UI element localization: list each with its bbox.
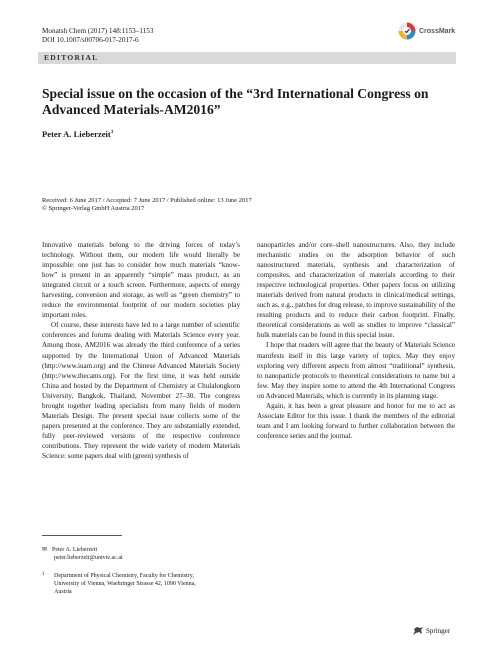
body-paragraph: Again, it has been a great pleasure and honor for me to act as Associate Editor for this issue. I thank the members of the editorial team and I am looking forward to further collaboration between the conference series and the journal.	[257, 401, 455, 440]
publisher-label: Springer	[426, 627, 451, 635]
affiliation-line: Department of Physical Chemistry, Faculty for Chemistry,	[54, 573, 194, 579]
body-paragraph: I hope that readers will agree that the beauty of Materials Science manifests itself in this large variety of topics. May they enjoy exploring very different aspects from almost “traditional” synthesis, to nanoparticle protocols to theoretical considerations to name but a few. May they inspire some to attend the 4th International Congress on Advanced Materials, which is currently in its planning stage.	[257, 341, 455, 400]
body-paragraph: Innovative materials belong to the driving forces of today’s technology. Without them, our modern life would literally be impossible: one just has to consider how much materials “know-how” is present in an apparently “simple” mass product, as an integrated circuit or a touch screen. Furthermore, aspects of energy harvesting, conversion and storage, as well as “green chemistry” to reduce the environmental footprint of our modern societies play important roles.	[42, 241, 240, 320]
section-label: EDITORIAL	[44, 53, 99, 62]
doi-line: DOI 10.1007/s00706-017-2017-6	[42, 36, 139, 44]
paragraph-text: ). For the first time, it was held outside China and hosted by the Department of Chemistry at Chulalongkorn University, Bangkok, Thailand, November 27–30. The congress brought together leading specialists from many fields of modern Materials Design. The present special issue collects some of the papers presented at the conference. They are substantially extended, fully peer-reviewed versions of the respective conference contributions. They represent the wide variety of modern Materials Science: some papers deal with (green) synthesis of	[42, 371, 240, 460]
corresponding-author	[42, 547, 123, 563]
envelope-icon: ✉	[42, 547, 48, 553]
publication-dates	[42, 197, 252, 213]
iuam-link[interactable]: http://www.iuam.org	[44, 361, 104, 370]
crossmark-icon	[398, 21, 416, 41]
citation-line: Monatsh Chem (2017) 148:1153–1153	[42, 27, 154, 35]
body-paragraph	[42, 320, 240, 461]
dates-line: Received: 6 June 2017 / Accepted: 7 June 2017 / Published online: 13 June 2017	[42, 197, 252, 204]
author-affiliation-mark: 1	[110, 129, 114, 136]
body-paragraph: nanoparticles and/or core–shell nanostructures. Also, they include mechanistic studies on the adsorption behavior of such nanostructured materials, synthesis and characterization of composites, and characterization of materials according to their respective technological properties. Other papers focus on utilizing materials derived from natural products in clinical/medical settings, such as, e.g., patches for drug release, to improve sustainability of the resulting products and to reduce their carbon footprint. Finally, theoretical considerations as well as studies to improve “classical” bulk materials can be found in this special issue.	[257, 241, 455, 340]
affiliation-line: Austria	[54, 588, 72, 595]
thecams-link[interactable]: http://www.thecams.org	[44, 371, 113, 380]
crossmark-badge[interactable]	[398, 21, 455, 41]
crossmark-label: CrossMark	[419, 27, 456, 35]
affiliation-mark: 1	[42, 572, 45, 577]
affiliation-line: University of Vienna, Waehringer Strasse 42, 1090 Vienna,	[54, 580, 196, 587]
affiliation-footnote	[42, 573, 262, 596]
contact-email-link[interactable]: peter.lieberzeit@univie.ac.at	[54, 554, 123, 561]
footnote-divider	[42, 535, 122, 536]
author-name: Peter A. Lieberzeit	[42, 129, 111, 139]
contact-name: Peter A. Lieberzeit	[52, 547, 98, 553]
copyright-line: © Springer-Verlag GmbH Austria 2017	[42, 205, 145, 212]
body-column-right	[257, 240, 455, 441]
paragraph-text: Of course, these interests have led to a large number of scientific conferences and forums dealing with Materials Science every year. Among those, AM2016 was already the third conference of a series supported by the International Union of Advanced Materials (	[42, 321, 240, 370]
author-line	[42, 129, 114, 139]
journal-citation	[42, 27, 153, 45]
publisher-logo	[412, 626, 450, 636]
section-bar	[38, 52, 456, 64]
body-column-left	[42, 240, 240, 461]
paragraph-text: ) and the Chinese Advanced Materials Society (	[42, 361, 240, 380]
article-title: Special issue on the occasion of the “3rd International Congress on Advanced Materials-AM2016”	[42, 86, 429, 117]
springer-horse-icon	[412, 626, 424, 636]
